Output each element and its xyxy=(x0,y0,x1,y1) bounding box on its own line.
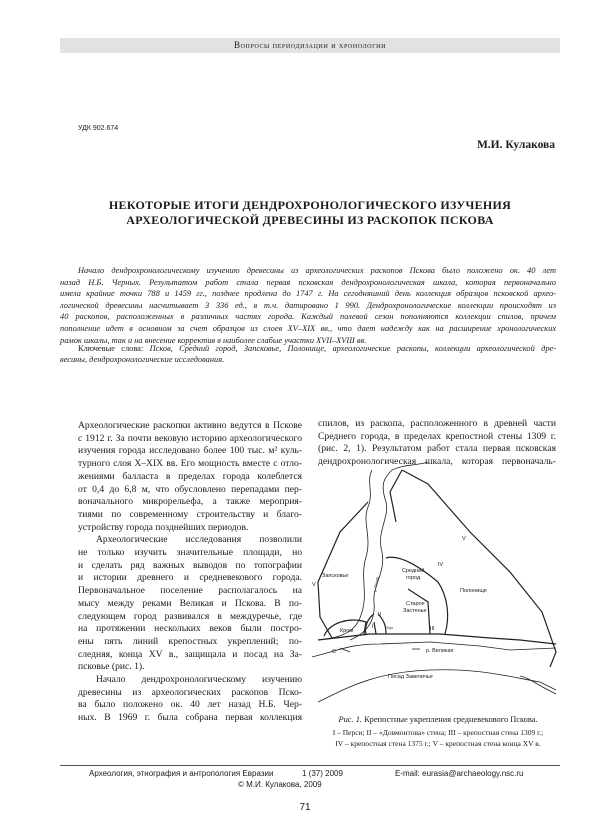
text-line: спилов, из раскопа, расположенного в древней части xyxy=(318,418,556,429)
map-label-north: С xyxy=(332,649,336,655)
journal-issue: 1 (37) 2009 xyxy=(302,769,343,778)
page-number: 71 xyxy=(299,802,311,813)
text-line: ва было положено ок. 40 лет назад Н.Б. Чер- xyxy=(78,699,302,711)
text-line: ных. В 1969 г. была собрана первая коллекция xyxy=(78,712,302,724)
text-line: устройству города позднейших периодов. xyxy=(78,521,249,533)
text-line: тиями по современному строительству и благо- xyxy=(78,508,302,520)
text-line: не только изучить значительные площади, но xyxy=(78,547,302,558)
text-line: дендрохронологическая шкала, которая первоначаль- xyxy=(318,455,556,467)
text-line: имела крайние точки 788 и 1459 гг., позднее продлена до 1747 г. На сегодняшний день коллекция образцов псковской архео- xyxy=(60,289,556,299)
map-label-wall-iii: III xyxy=(430,626,435,632)
map-label-zapskovie: Запсковье xyxy=(322,573,349,579)
text-line: назад Н.Б. Черных. Результатом работ стала первая псковская дендрохронологическая шкала, которая первоначально xyxy=(60,277,556,287)
map-label-wall-iv: IV xyxy=(438,562,444,568)
text-line: мысу между реками Великая и Пскова. В по- xyxy=(78,597,302,609)
text-line: воначального микрорельефа, а также мероприя- xyxy=(78,496,302,508)
map-label-wall-v: V xyxy=(312,582,316,588)
keywords-line xyxy=(78,344,556,353)
text-line: Среднего города, в пределах крепостной стены 1309 г. xyxy=(318,430,556,442)
text-line: на протяжении нескольких веков были постро- xyxy=(78,623,302,635)
text-line: Археологические раскопки активно ведутся в Пскове xyxy=(78,420,302,431)
text-line: и истории древнего и средневекового города. xyxy=(78,572,302,584)
keywords-text: Псков, Средний город, Запсковье, Полонище, археологические раскопы, коллекции археологической дре- xyxy=(149,344,557,353)
pskova-river-right-bank xyxy=(350,470,392,640)
figure-caption-legend: I – Перси; II – «Довмонтова» стена; III – крепостная стена 1309 г.; xyxy=(332,728,544,737)
fortifications-map xyxy=(310,462,560,707)
text-line: жениями балласта в пределах города колеблется xyxy=(78,470,302,482)
map-label-polonishche: Полонище xyxy=(460,588,487,594)
article-title-line: АРХЕОЛОГИЧЕСКОЙ ДРЕВЕСИНЫ ИЗ РАСКОПОК ПСКОВА xyxy=(126,213,494,227)
map-label-pskova: р. Пскова xyxy=(373,576,380,593)
text-line: от 0,4 до 6,8 м, что обусловлено перепадами пер- xyxy=(78,483,302,495)
pskova-river-left-bank xyxy=(318,470,372,640)
velikaya-lower-bank xyxy=(318,670,556,702)
map-label-staroe: Старое xyxy=(406,601,425,607)
figure-number: Рис. 1. xyxy=(338,715,362,724)
journal-name: Археология, этнография и антропология Евразии xyxy=(89,769,274,778)
keywords-text: весины, дендрохронологические исследования. xyxy=(60,355,225,364)
footer-rule xyxy=(60,765,560,766)
author-name: М.И. Кулакова xyxy=(476,139,555,151)
map-label-posad: Посад Завеличье xyxy=(388,674,433,680)
text-line: Начало дендрохронологическому изучению древесины из археологических раскопов Пскова было положено ок. 40 лет xyxy=(78,266,556,275)
figure-title: Крепостные укрепления средневекового Пскова. xyxy=(364,715,538,724)
keywords-line xyxy=(60,355,556,364)
text-line: с 1912 г. За почти вековую историю археологического xyxy=(78,432,302,444)
map-label-wall-i: I xyxy=(372,624,374,630)
map-label-sredniy: Средний xyxy=(402,568,425,574)
map-label-krom: Кром xyxy=(340,628,354,634)
text-line: турного слоя X–XIX вв. Его мощность вместе с отло- xyxy=(78,458,302,470)
journal-email[interactable]: E-mail: eurasia@archaeology.nsc.ru xyxy=(395,769,524,778)
map-label-sredniy: город xyxy=(406,575,421,581)
figure-caption-legend: IV – крепостная стена 1375 г.; V – крепостная стена конца XV в. xyxy=(335,739,541,748)
text-line: ены пять линий крепостных укреплений; по- xyxy=(78,635,302,647)
text-line: следняя, конца XV в., защищала и посад на За- xyxy=(78,648,302,660)
map-label-torg: Торг xyxy=(386,626,394,630)
udk-code: УДК 902.674 xyxy=(78,125,119,132)
keywords-label: Ключевые слова: xyxy=(78,344,144,353)
text-line: Начало дендрохронологическому изучению xyxy=(96,674,302,685)
text-line: рамок шкалы, так и на внесение корректив в наиболее слабые участки XVII–XVIII вв. xyxy=(60,335,367,345)
text-line: (рис. 2, 1). Результатом работ стала первая псковская xyxy=(318,443,556,454)
text-line: пополнение идет в основном за счет образцов из слоев XV–XIX вв., что дает надежду как на расширение хронологических xyxy=(60,324,556,333)
text-line: и сделать ряд важных выводов по топографии xyxy=(78,559,302,571)
text-line: 40 раскопов, расположенных в различных частях города. Каждый полевой сезон пополняются коллекции спилов, причем xyxy=(60,312,556,322)
wall-i-ii xyxy=(365,614,386,634)
text-line: Археологические исследования позволили xyxy=(96,534,302,546)
article-title-line: НЕКОТОРЫЕ ИТОГИ ДЕНДРОХРОНОЛОГИЧЕСКОГО ИЗУЧЕНИЯ xyxy=(108,198,512,212)
text-line: древесины из археологических раскопов Пско- xyxy=(78,686,302,698)
figure-caption-title xyxy=(318,715,558,724)
text-line: псковье (рис. 1). xyxy=(78,661,145,673)
text-line: изучения города исследовано более 100 тыс. м² куль- xyxy=(78,445,302,457)
map-label-velikaya: р. Великая xyxy=(426,648,454,654)
map-label-wall-ii: II xyxy=(378,612,382,618)
running-header: Вопросы периодизации и хронологии xyxy=(233,40,387,50)
map-label-staroe: Застенье xyxy=(403,608,427,614)
text-line: следующем город развивался в междуречье, где xyxy=(78,610,302,622)
text-line: Первоначальное поселение располагалось на xyxy=(78,585,302,597)
text-line: логической древесины насчитывает 3 336 ед., в т.ч. датировано 1 990. Дендрохронологические коллекции происходят из xyxy=(60,300,556,310)
map-label-wall-v: V xyxy=(462,536,466,542)
copyright: © М.И. Кулакова, 2009 xyxy=(238,780,322,789)
